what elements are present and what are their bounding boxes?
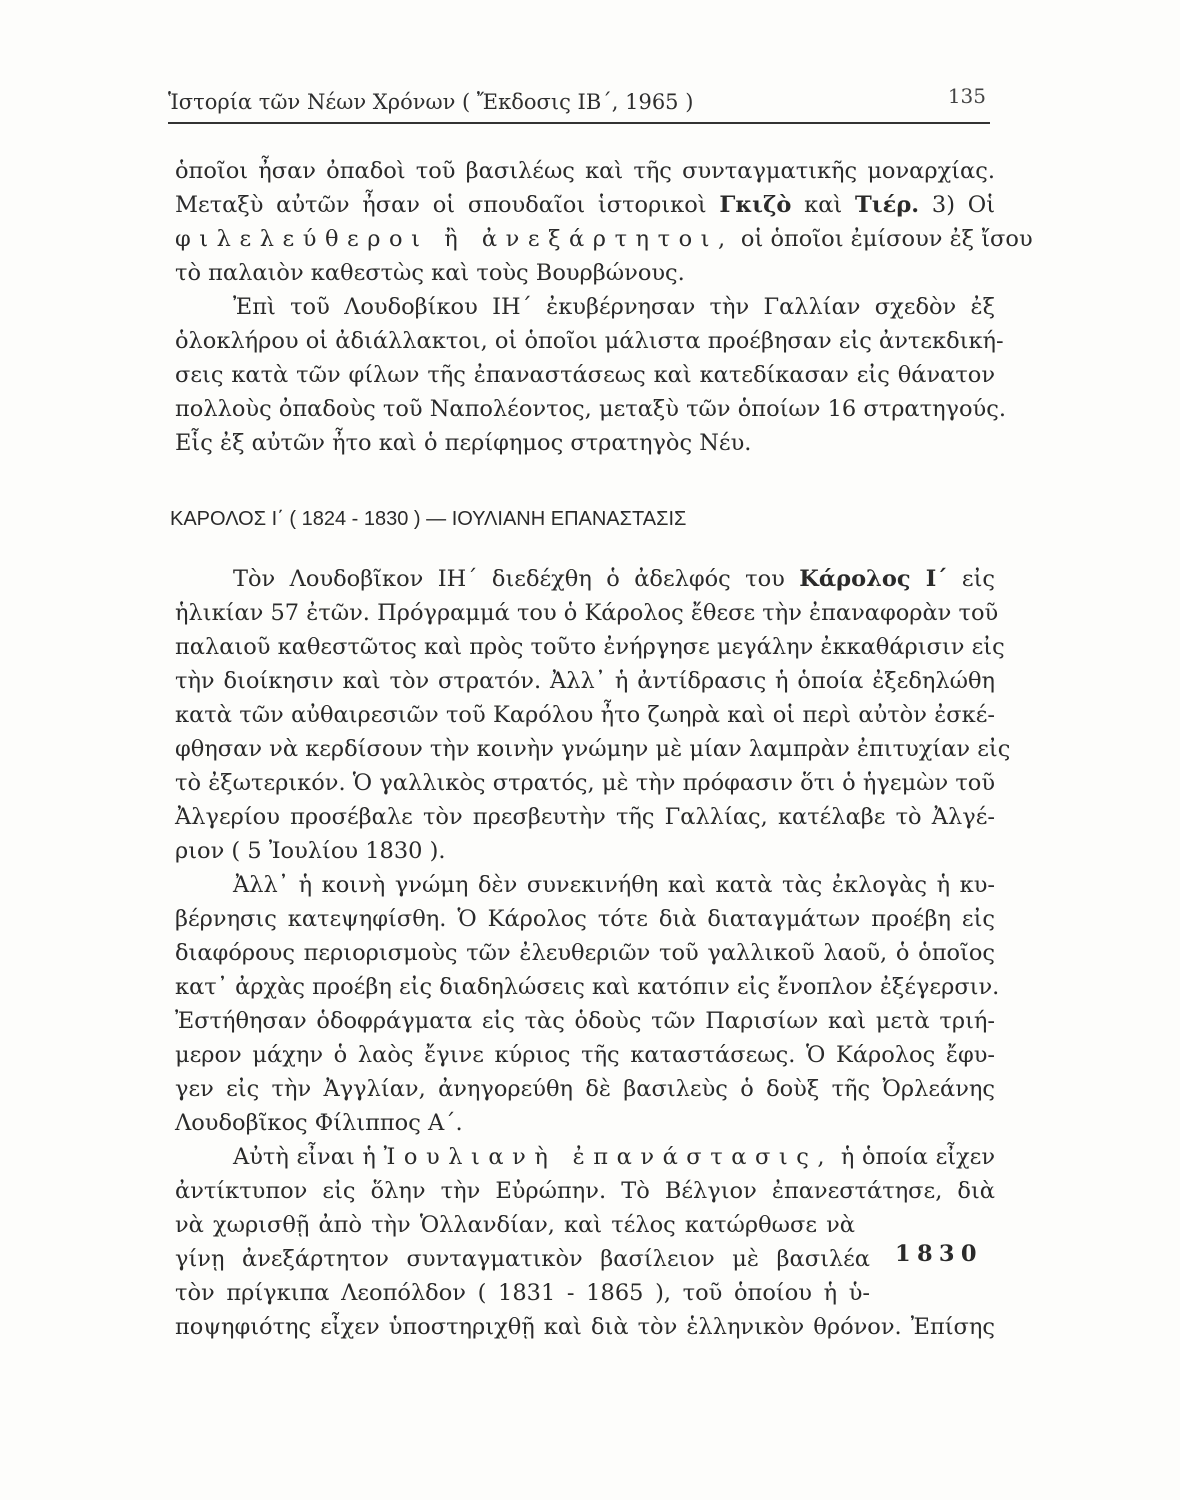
text-line: ποψηφιότης εἶχεν ὑποστηριχθῇ καὶ διὰ τὸν ἑλληνικὸν θρόνον. Ἐπίσης (175, 1314, 995, 1340)
text-line: Ἀλγερίου προσέβαλε τὸν πρεσβευτὴν τῆς Γαλλίας, κατέλαβε τὸ Ἀλγέ- (175, 804, 995, 830)
bold-name: Τιέρ. (855, 192, 920, 218)
text-line: κατὰ τῶν αὐθαιρεσιῶν τοῦ Καρόλου ἦτο ζωηρὰ καὶ οἱ περὶ αὐτὸν ἐσκέ- (175, 702, 995, 728)
text-line: τὸ παλαιὸν καθεστὼς καὶ τοὺς Βουρβώνους. (175, 260, 685, 286)
text-line: σεις κατὰ τῶν φίλων τῆς ἐπαναστάσεως καὶ κατεδίκασαν εἰς θάνατον (175, 362, 995, 388)
text-line: φιλελεύθεροι ἢ ἀνεξάρτητοι, οἱ ὁποῖοι ἐμίσουν ἐξ ἴσου (175, 226, 1033, 252)
text-line: Αὐτὴ εἶναι ἡ Ἰουλιανὴ ἐπανάστασις, ἡ ὁποία εἶχεν (233, 1144, 996, 1170)
text-line: ὁλοκλήρου οἱ ἀδιάλλακτοι, οἱ ὁποῖοι μάλιστα προέβησαν εἰς ἀντεκδική- (175, 328, 1004, 354)
running-title: Ἱστορία τῶν Νέων Χρόνων ( Ἔκδοσις ΙΒ΄, 1965 ) (168, 90, 694, 114)
spaced-term: Ἰουλιανὴ ἐπανάστασις, (383, 1144, 834, 1170)
bold-name: Κάρολος Ι΄ (799, 566, 948, 592)
text-line: πολλοὺς ὀπαδοὺς τοῦ Ναπολέοντος, μεταξὺ τῶν ὁποίων 16 στρατηγούς. (175, 396, 1006, 422)
text-line: Ἐστήθησαν ὁδοφράγματα εἰς τὰς ὁδοὺς τῶν Παρισίων καὶ μετὰ τριή- (175, 1008, 995, 1034)
text-line: Μεταξὺ αὐτῶν ἦσαν οἱ σπουδαῖοι ἱστορικοὶ Γκιζὸ καὶ Τιέρ. 3) Οἱ (175, 192, 996, 218)
section-heading: ΚΑΡΟΛΟΣ Ι΄ ( 1824 - 1830 ) — ΙΟΥΛΙΑΝΗ ΕΠΑΝΑΣΤΑΣΙΣ (170, 508, 687, 530)
text-line: νὰ χωρισθῇ ἀπὸ τὴν Ὁλλανδίαν, καὶ τέλος κατώρθωσε νὰ (175, 1212, 855, 1238)
text-line: Ἐπὶ τοῦ Λουδοβίκου ΙΗ΄ ἐκυβέρνησαν τὴν Γαλλίαν σχεδὸν ἐξ (233, 294, 995, 320)
text-line: τὴν διοίκησιν καὶ τὸν στρατόν. Ἀλλ᾽ ἡ ἀντίδρασις ἡ ὁποία ἐξεδηλώθη (175, 668, 995, 694)
text-line: γίνῃ ἀνεξάρτητον συνταγματικὸν βασίλειον μὲ βασιλέα (175, 1246, 870, 1272)
text-line: μερον μάχην ὁ λαὸς ἔγινε κύριος τῆς καταστάσεως. Ὁ Κάρολος ἔφυ- (175, 1042, 995, 1068)
text-line: ἀντίκτυπον εἰς ὅλην τὴν Εὐρώπην. Τὸ Βέλγιον ἐπανεστάτησε, διὰ (175, 1178, 995, 1204)
text-line: γεν εἰς τὴν Ἀγγλίαν, ἀνηγορεύθη δὲ βασιλεὺς ὁ δοὺξ τῆς Ὀρλεάνης (175, 1076, 995, 1102)
text-line: κατ᾽ ἀρχὰς προέβη εἰς διαδηλώσεις καὶ κατόπιν εἰς ἔνοπλον ἐξέγερσιν. (175, 974, 1000, 1000)
text-line: τὸ ἐξωτερικόν. Ὁ γαλλικὸς στρατός, μὲ τὴν πρόφασιν ὅτι ὁ ἡγεμὼν τοῦ (175, 770, 995, 796)
bold-name: Γκιζὸ (719, 192, 792, 218)
text-line: ριον ( 5 Ἰουλίου 1830 ). (175, 838, 446, 864)
text-line: Ἀλλ᾽ ἡ κοινὴ γνώμη δὲν συνεκινήθη καὶ κατὰ τὰς ἐκλογὰς ἡ κυ- (233, 872, 995, 898)
text-line: ὁποῖοι ἦσαν ὀπαδοὶ τοῦ βασιλέως καὶ τῆς συνταγματικῆς μοναρχίας. (175, 158, 995, 184)
text-line: Λουδοβῖκος Φίλιππος Α΄. (175, 1110, 463, 1136)
text-line: φθησαν νὰ κερδίσουν τὴν κοινὴν γνώμην μὲ μίαν λαμπρὰν ἐπιτυχίαν εἰς (175, 736, 1011, 762)
header-rule (168, 122, 990, 124)
text-line: παλαιοῦ καθεστῶτος καὶ πρὸς τοῦτο ἐνήργησε μεγάλην ἐκκαθάρισιν εἰς (175, 634, 1005, 660)
text-line: τὸν πρίγκιπα Λεοπόλδον ( 1831 - 1865 ), τοῦ ὁποίου ἡ ὑ- (175, 1280, 870, 1306)
text-line: Τὸν Λουδοβῖκον ΙΗ΄ διεδέχθη ὁ ἀδελφός του Κάρολος Ι΄ εἰς (233, 566, 995, 592)
text-line: βέρνησις κατεψηφίσθη. Ὁ Κάρολος τότε διὰ διαταγμάτων προέβη εἰς (175, 906, 995, 932)
text-line: διαφόρους περιορισμοὺς τῶν ἐλευθεριῶν τοῦ γαλλικοῦ λαοῦ, ὁ ὁποῖος (175, 940, 995, 966)
text-line: ἡλικίαν 57 ἐτῶν. Πρόγραμμά του ὁ Κάρολος ἔθεσε τὴν ἐπαναφορὰν τοῦ (175, 600, 999, 626)
spaced-term: φιλελεύθεροι ἢ ἀνεξάρτητοι, (175, 226, 734, 252)
margin-year: 1830 (895, 1241, 983, 1267)
text-line: Εἷς ἐξ αὐτῶν ἦτο καὶ ὁ περίφημος στρατηγὸς Νέυ. (175, 430, 752, 456)
page-number: 135 (947, 84, 986, 108)
